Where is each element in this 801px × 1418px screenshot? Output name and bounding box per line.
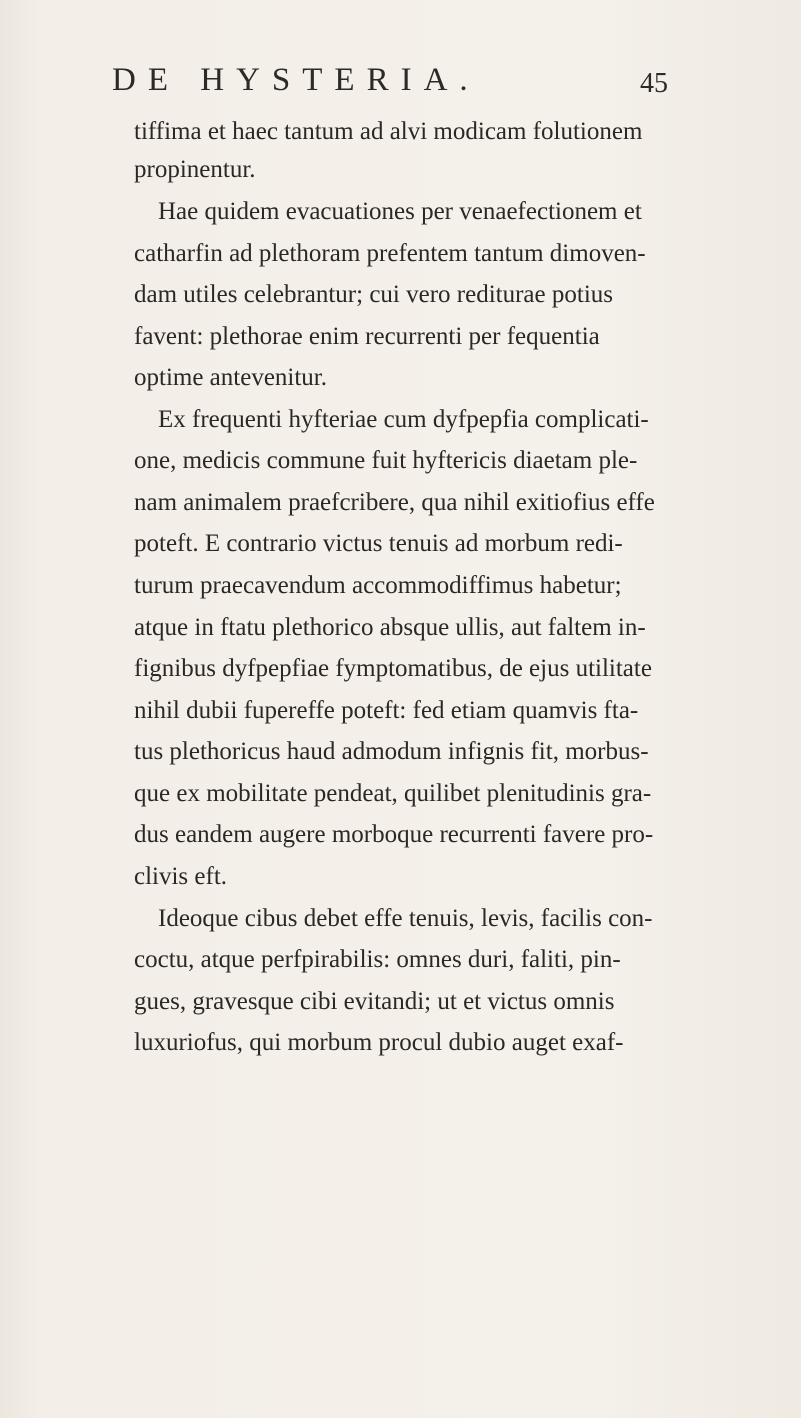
text-line: turum praecavendum accommodiffimus habetur; bbox=[134, 572, 622, 599]
text-line: optime antevenitur. bbox=[134, 364, 328, 391]
text-line: dam utiles celebrantur; cui vero rediturae potius bbox=[134, 281, 613, 308]
text-line: dus eandem augere morboque recurrenti favere pro- bbox=[134, 821, 654, 848]
text-line: gues, gravesque cibi evitandi; ut et victus omnis bbox=[134, 988, 615, 1015]
text-line: nam animalem praefcribere, qua nihil exitiofius effe bbox=[134, 489, 655, 516]
text-line: atque in ftatu plethorico absque ullis, aut faltem in- bbox=[134, 614, 646, 641]
text-line: que ex mobilitate pendeat, quilibet plenitudinis gra- bbox=[134, 780, 652, 807]
text-line: luxuriofus, qui morbum procul dubio auget exaf- bbox=[134, 1029, 624, 1056]
running-title: DE HYSTERIA. bbox=[112, 62, 480, 98]
text-line: clivis eft. bbox=[134, 863, 228, 890]
text-line: propinentur. bbox=[134, 156, 256, 183]
page-header bbox=[112, 62, 672, 106]
text-line: favent: plethorae enim recurrenti per fequentia bbox=[134, 323, 600, 350]
paragraph-start-line: Ideoque cibus debet effe tenuis, levis, facilis con- bbox=[158, 905, 653, 932]
text-line: coctu, atque perfpirabilis: omnes duri, faliti, pin- bbox=[134, 946, 621, 973]
text-line: nihil dubii fupereffe poteft: fed etiam quamvis fta- bbox=[134, 697, 639, 724]
text-line: catharfin ad plethoram prefentem tantum dimoven- bbox=[134, 240, 646, 267]
text-line: one, medicis commune fuit hyftericis diaetam ple- bbox=[134, 447, 638, 474]
text-line: tus plethoricus haud admodum infignis fit, morbus- bbox=[134, 738, 649, 765]
text-line: poteft. E contrario victus tenuis ad morbum redi- bbox=[134, 530, 623, 557]
paragraph-start-line: Ex frequenti hyfteriae cum dyfpepfia complicati- bbox=[158, 406, 649, 433]
page-number: 45 bbox=[640, 68, 668, 99]
text-line: fignibus dyfpepfiae fymptomatibus, de ejus utilitate bbox=[134, 655, 652, 682]
text-line: tiffima et haec tantum ad alvi modicam folutionem bbox=[134, 118, 643, 145]
paragraph-start-line: Hae quidem evacuationes per venaefectionem et bbox=[158, 198, 642, 225]
